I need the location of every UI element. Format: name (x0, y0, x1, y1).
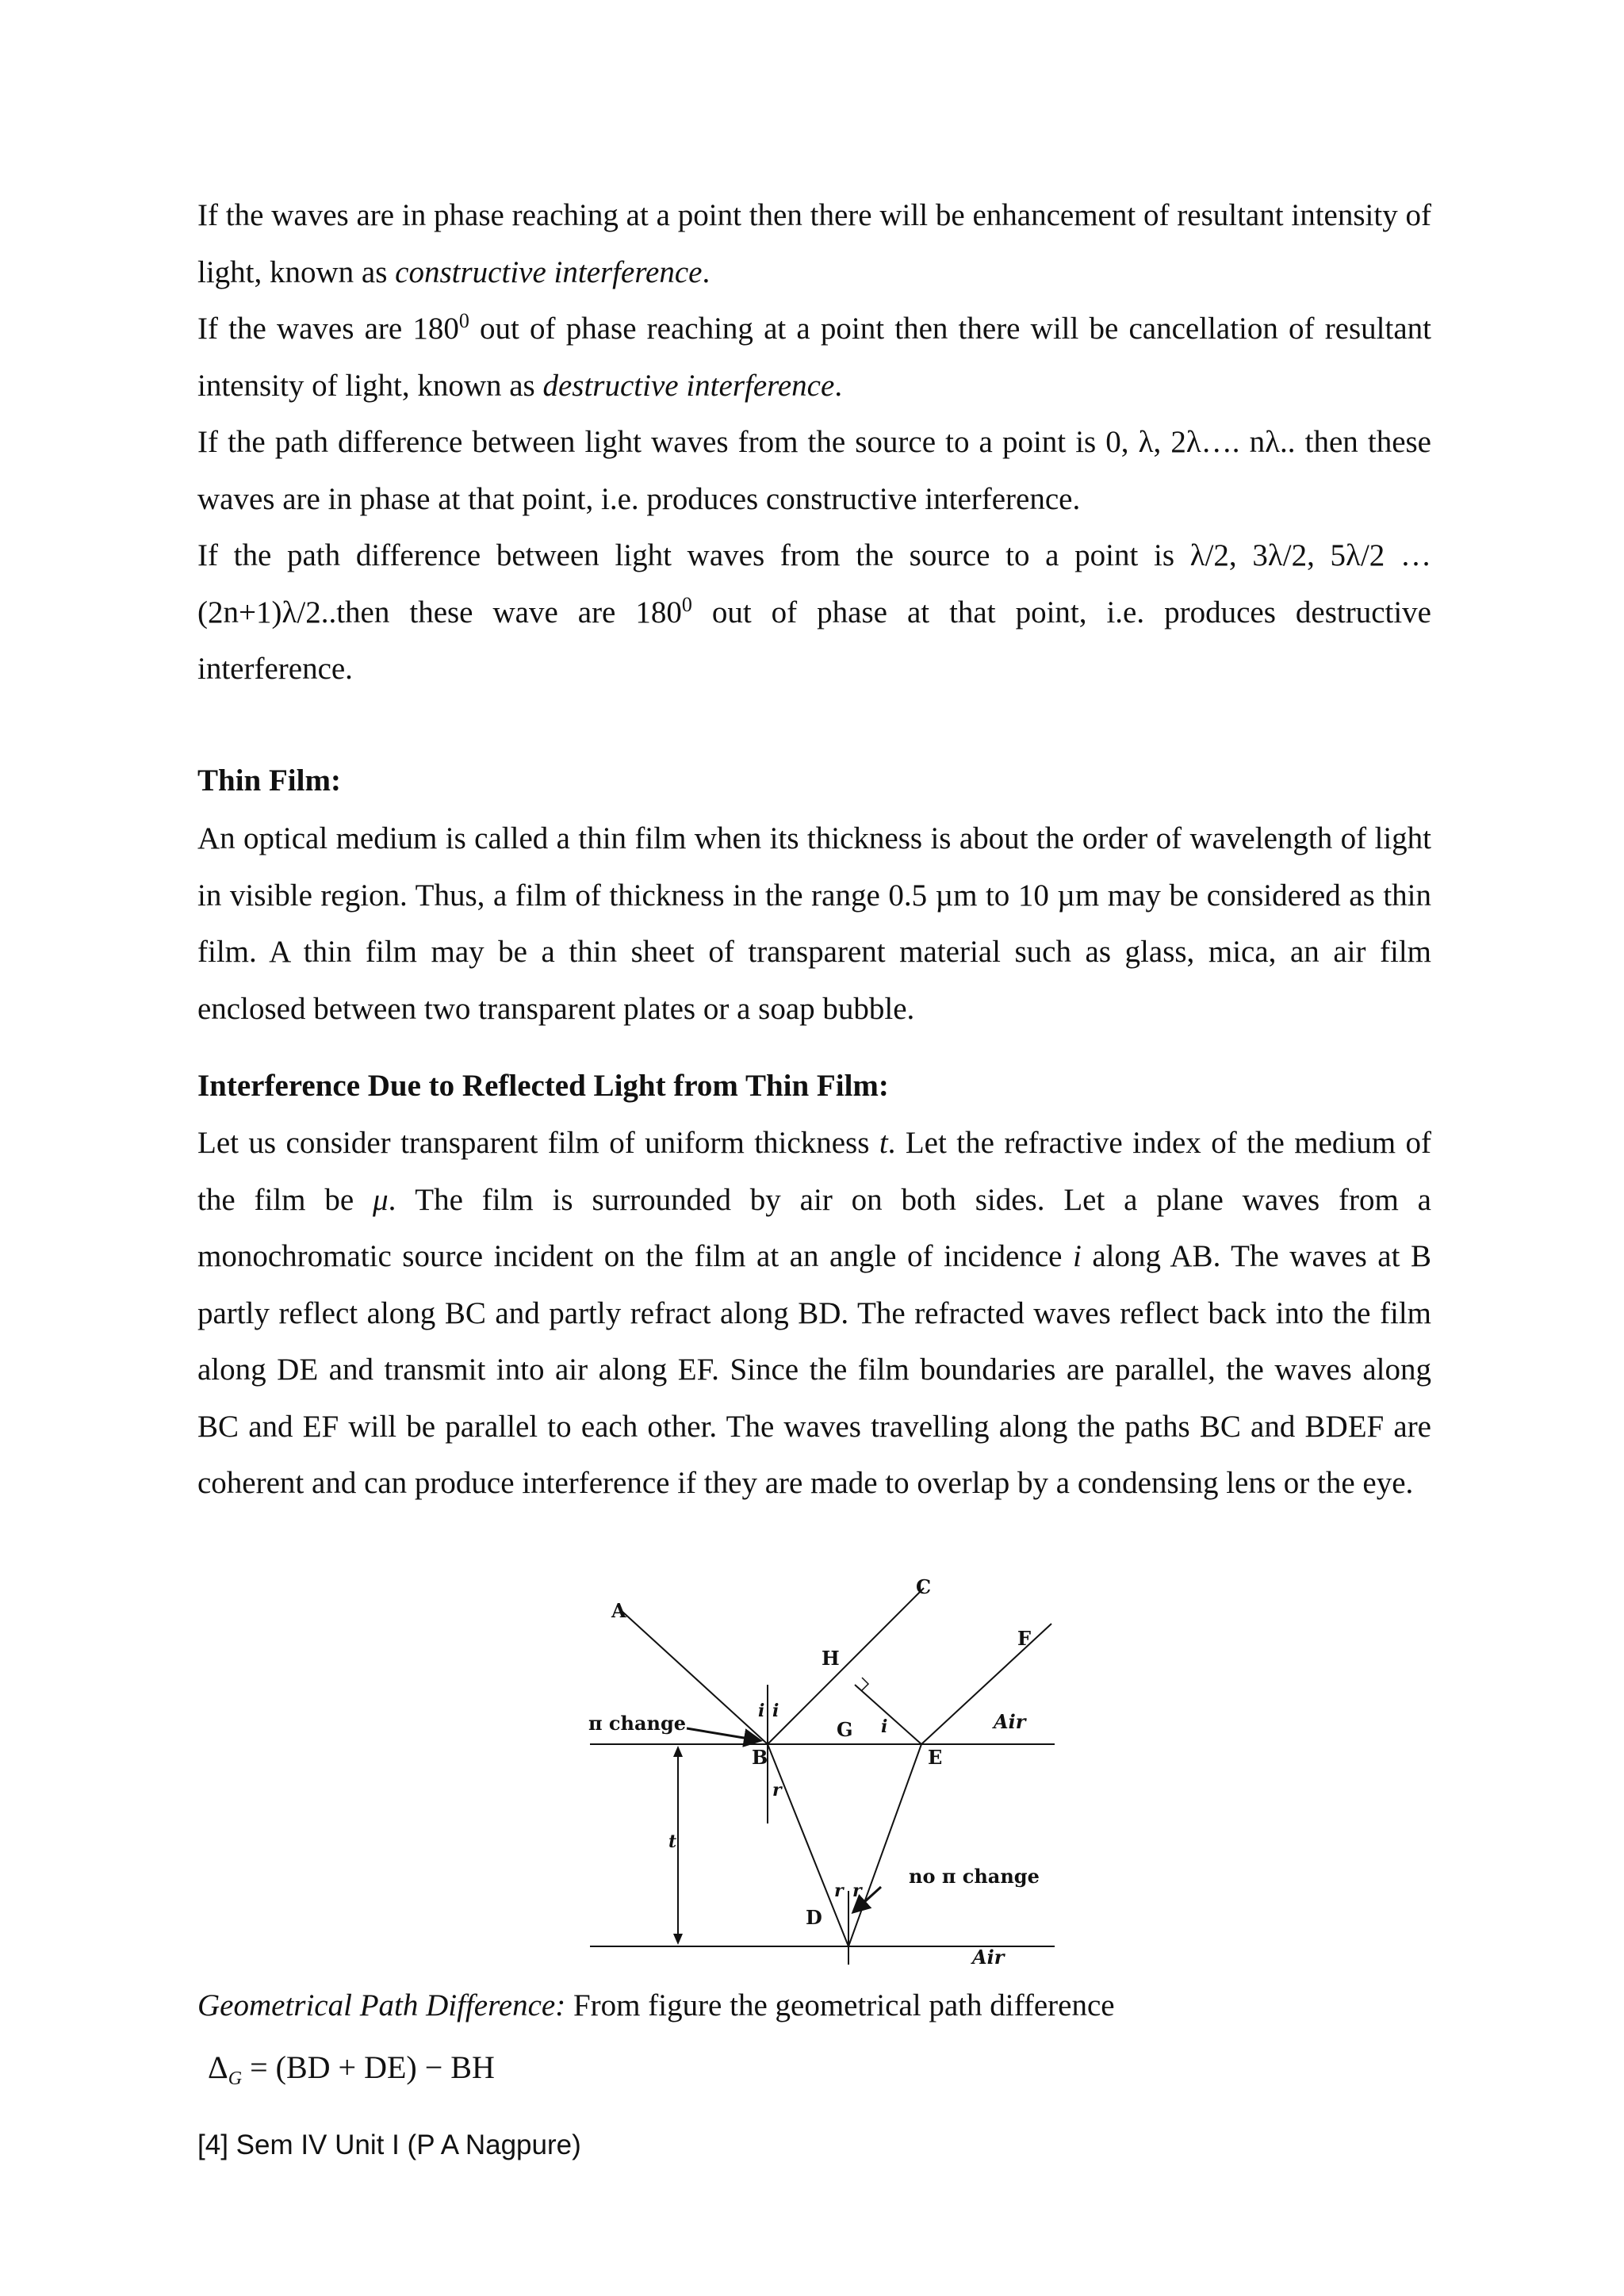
pi-change-arrow (687, 1728, 758, 1740)
delta-symbol: Δ (208, 2049, 228, 2085)
text-run: . Let the refractive index of the medium of the film be (197, 1126, 1431, 1217)
label-angle-i-e: i (881, 1716, 888, 1737)
delta-subscript: G (228, 2068, 243, 2089)
destructive-paragraph (197, 300, 1431, 414)
text-run: out of phase at that point, i.e. produces destructive interference. (197, 595, 1431, 686)
page-footer: [4] Sem IV Unit I (P A Nagpure) (197, 2130, 581, 2160)
geometric-path-equation (208, 2044, 495, 2103)
thickness-arrow-head-top (673, 1746, 683, 1757)
label-e: E (928, 1746, 943, 1769)
text-run: along AB. The waves at B partly reflect along BC and partly refract along BD. The refracted waves reflect back into the film along DE and transmit into air along EF. Since the film boundaries are parallel, the waves along BC and EF will be parallel to each other. The waves travelling along the paths BC and BDEF are coherent and can produce interference if they are made to overlap by a condensing lens or the eye. (197, 1239, 1431, 1500)
ray-ef (921, 1624, 1051, 1744)
term-constructive: constructive interference (395, 254, 703, 289)
label-a: A (611, 1599, 626, 1622)
thin-film-heading: Thin Film: (197, 763, 341, 798)
label-angle-i-right: i (772, 1701, 779, 1721)
symbol-i: i (1072, 1239, 1082, 1273)
interference-paragraph (197, 1115, 1431, 1512)
text-run: . (702, 254, 710, 289)
label-h: H (822, 1647, 840, 1670)
text-run: . The film is surrounded by air on both sides. Let a plane waves from a monochromatic source incident on the film at an angle of incidence (197, 1182, 1431, 1273)
constructive-paragraph (197, 187, 1431, 300)
label-c: C (916, 1575, 932, 1598)
symbol-mu: μ (373, 1182, 389, 1217)
thickness-arrow-head-bottom (673, 1934, 683, 1945)
label-air-top: Air (994, 1710, 1026, 1733)
label-angle-r-b: r (772, 1780, 782, 1800)
text-run: Let us consider transparent film of uniform thickness (197, 1126, 879, 1160)
caption-rest: From figure the geometrical path difference (565, 1988, 1115, 2022)
thin-film-paragraph (197, 810, 1431, 1037)
symbol-t: t (879, 1126, 888, 1160)
geometric-path-caption (197, 1982, 1115, 2030)
label-air-bottom: Air (972, 1946, 1005, 1969)
path-difference-constructive: If the path difference between light waves from the source to a point is 0, λ, 2λ…. nλ.. then these waves are in phase at that point, i.e. produces constructive interference. (197, 425, 1431, 516)
perpendicular-eh (855, 1685, 921, 1744)
label-pi-change: π change (588, 1712, 687, 1735)
text-run: If the path difference between light waves from the source to a point is λ/2, 3λ/2, 5λ/2 … (2n+1)λ/2..then these wave are 180 (197, 538, 1431, 629)
label-angle-r-d-left: r (834, 1881, 844, 1901)
label-d: D (806, 1906, 822, 1929)
degree-superscript: 0 (458, 309, 469, 332)
degree-superscript: 0 (681, 592, 692, 616)
caption-italic: Geometrical Path Difference: (197, 1988, 566, 2022)
text-run: out of phase reaching at a point then there will be cancellation of resultant intensity of light, known as (197, 312, 1431, 403)
term-destructive: destructive interference (542, 368, 835, 403)
thin-film-diagram (585, 1574, 1061, 1970)
label-angle-i-left: i (758, 1701, 765, 1721)
path-difference-destructive (197, 527, 1431, 698)
text-run: If the waves are 180 (197, 312, 459, 346)
right-angle-mark-h (862, 1678, 868, 1690)
interference-body (197, 1115, 1431, 1512)
text-run: If the waves are in phase reaching at a point then there will be enhancement of resultant intensity of light, known as (197, 198, 1431, 289)
label-f: F (1017, 1627, 1032, 1650)
equation-rhs: = (BD + DE) − BH (242, 2049, 495, 2085)
interference-heading: Interference Due to Reflected Light from Thin Film: (197, 1069, 889, 1103)
label-g: G (837, 1718, 853, 1741)
intro-section (197, 187, 1431, 698)
label-angle-r-d-right: r (852, 1881, 862, 1901)
label-no-pi-change: no π change (909, 1865, 1040, 1888)
ray-de (848, 1744, 921, 1946)
label-b: B (752, 1746, 768, 1769)
thin-film-body: An optical medium is called a thin film when its thickness is about the order of wavelength of light in visible region. Thus, a film of thickness in the range 0.5 µm to 10 µm may be considered as thin film. A thin film may be a thin sheet of transparent material such as glass, mica, an air film enclosed between two transparent plates or a soap bubble. (197, 821, 1431, 1026)
label-thickness-t: t (668, 1831, 677, 1852)
text-run: . (834, 368, 843, 403)
